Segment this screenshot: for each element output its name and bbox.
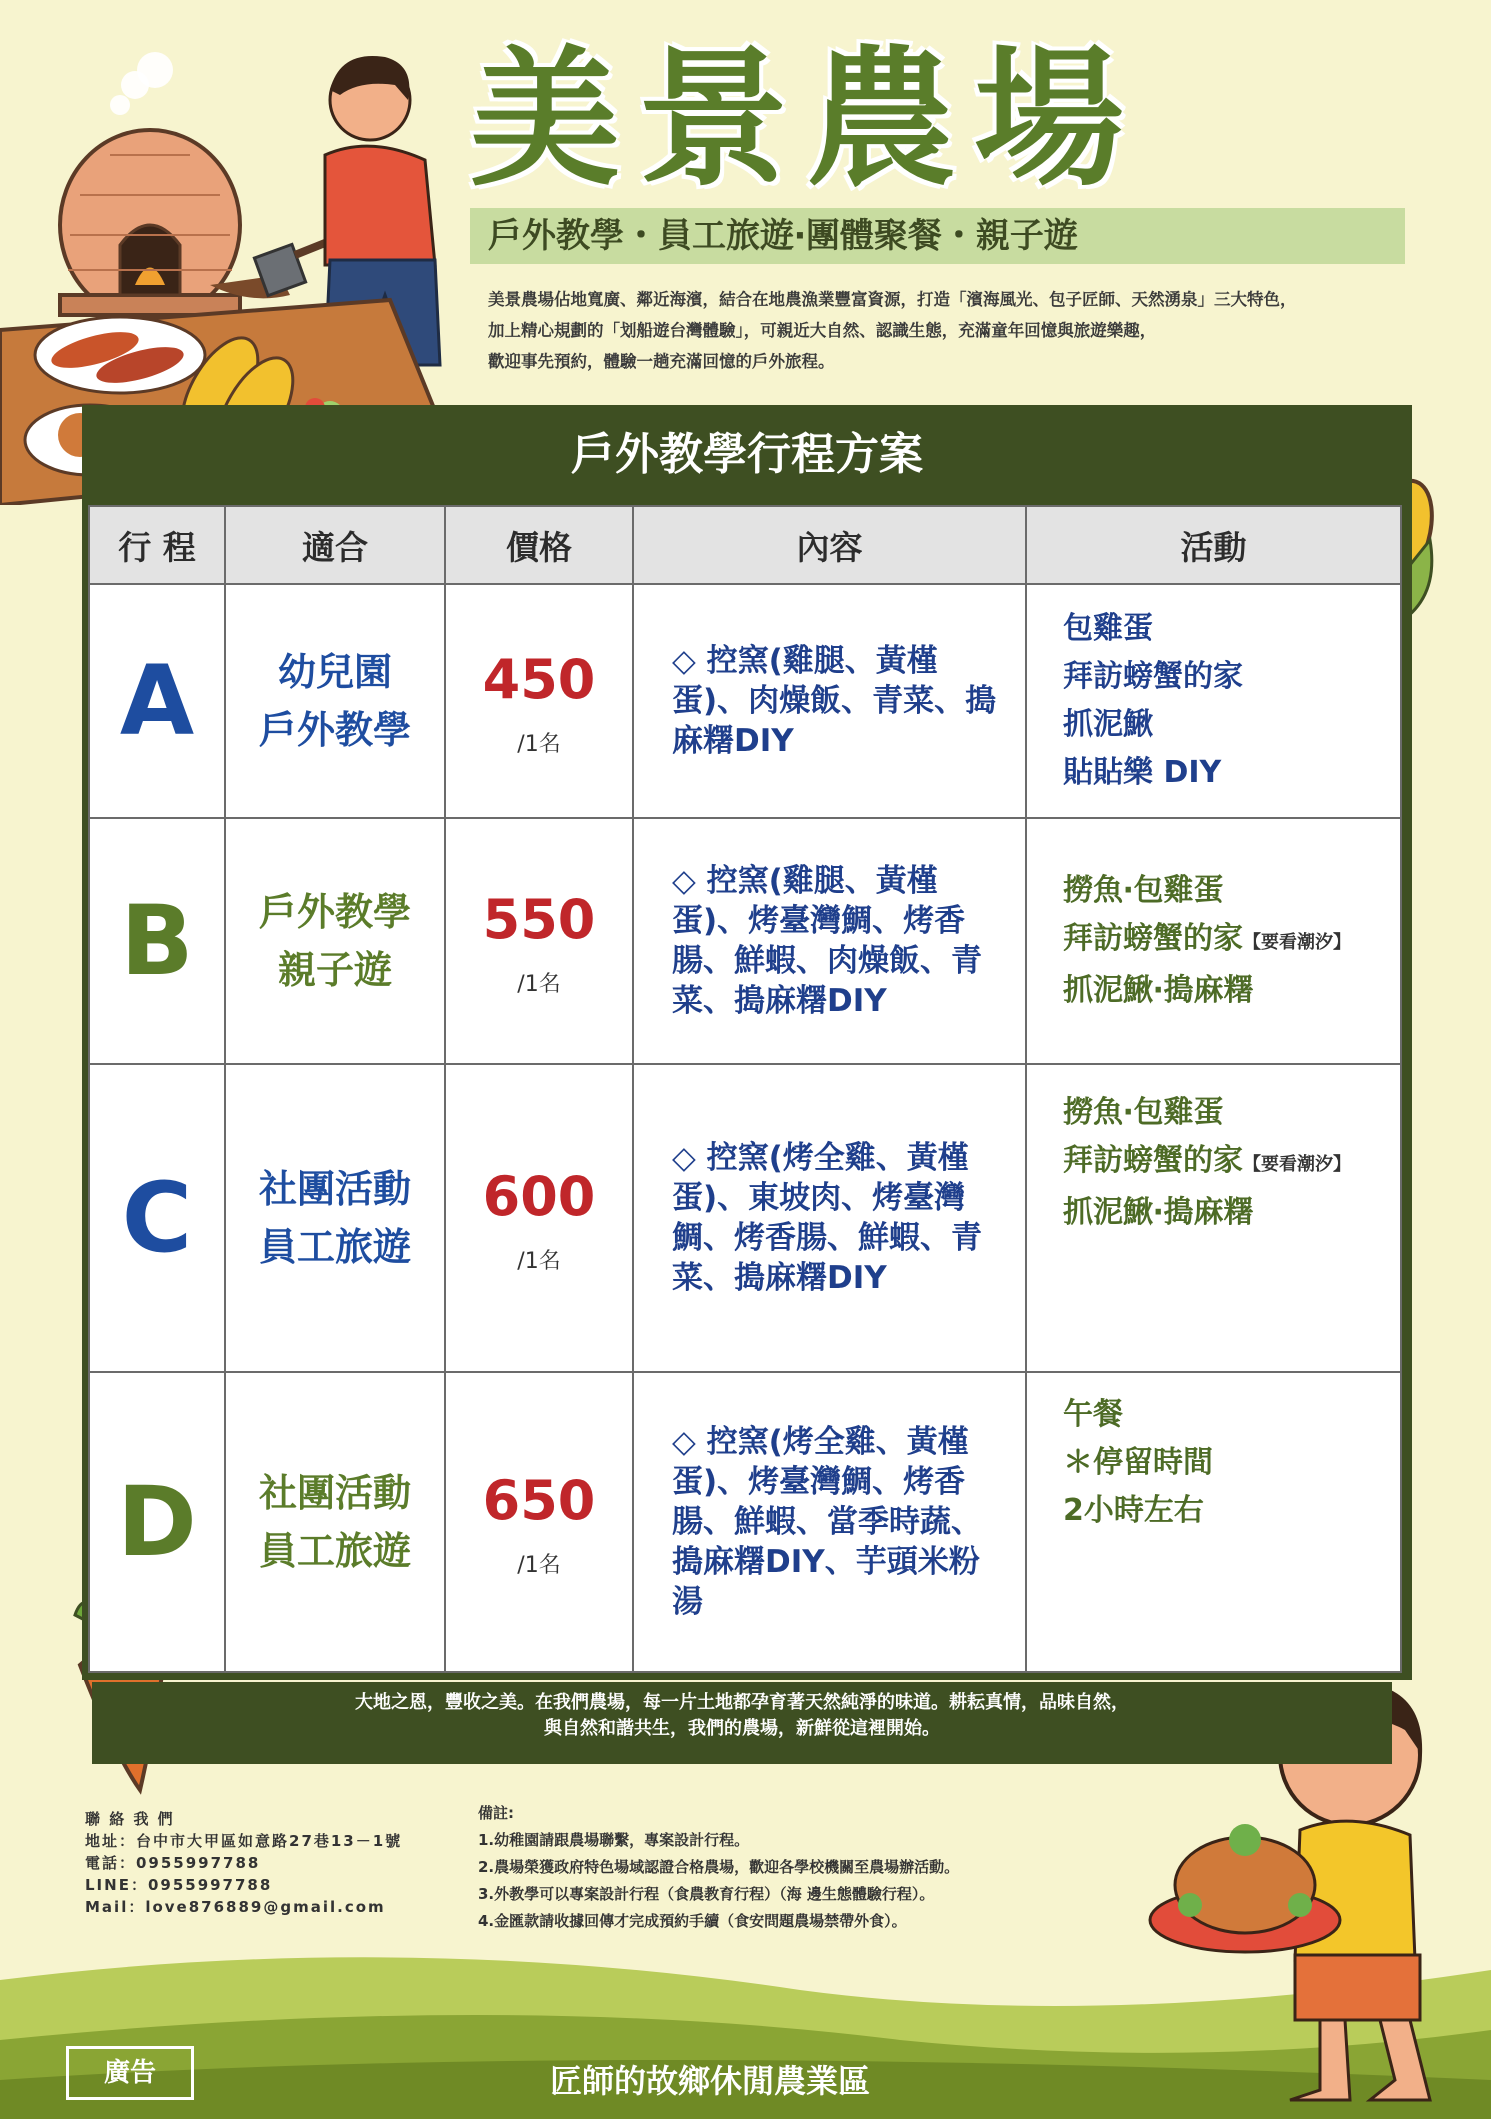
header-suitable: 適合 (225, 506, 445, 584)
table-row (89, 1064, 1401, 1372)
activity-item: 午餐 (1063, 1397, 1123, 1432)
suitable-line: 社團活動 (258, 1167, 411, 1211)
activity-item: 貼貼樂 DIY (1063, 755, 1222, 790)
contact-phone: 電話：0955997788 (85, 1854, 261, 1872)
slogan-text (92, 1690, 1392, 1742)
intro-line: 歡迎事先預約，體驗一趟充滿回憶的戶外旅程。 (488, 352, 835, 371)
suitable-line: 戶外教學 (258, 708, 411, 752)
slogan-line: 與自然和諧共生，我們的農場，新鮮從這裡開始。 (544, 1718, 940, 1739)
content-cell: ◇ 控窯(烤全雞、黃槿蛋)、東坡肉、烤臺灣鯛、烤香腸、鮮蝦、青菜、搗麻糬DIY (633, 1064, 1026, 1372)
price-value: 450 (482, 647, 596, 711)
activity-item: 包雞蛋 (1063, 611, 1153, 646)
contact-line: LINE：0955997788 (85, 1876, 273, 1894)
suitable-cell (225, 1064, 445, 1372)
price-unit: /1名 (517, 971, 561, 997)
schedule-table (88, 505, 1402, 1673)
activity-item: ＊停留時間 (1063, 1445, 1213, 1480)
suitable-line: 戶外教學 (258, 890, 411, 934)
contact-heading: 聯 絡 我 們 (85, 1810, 175, 1828)
intro-line: 美景農場佔地寬廣、鄰近海濱，結合在地農漁業豐富資源，打造「濱海風光、包子匠師、天然湧泉」三大特色， (488, 290, 1297, 309)
activity-item: 撈魚‧包雞蛋 (1063, 873, 1224, 908)
price-value: 600 (482, 1164, 596, 1228)
suitable-line: 幼兒園 (277, 650, 392, 694)
activities-cell (1026, 1064, 1401, 1372)
activity-item: 撈魚‧包雞蛋 (1063, 1095, 1224, 1130)
activities-cell (1026, 584, 1401, 818)
note-item: 1.幼稚園請跟農場聯繫，專案設計行程。 (478, 1831, 750, 1849)
suitable-line: 親子遊 (277, 948, 392, 992)
activity-item (1063, 915, 1400, 967)
price-cell (445, 1372, 633, 1672)
activity-text: 拜訪螃蟹的家 (1063, 921, 1243, 956)
footer-text: 匠師的故鄉休閒農業區 (550, 2062, 871, 2100)
contact-mail: Mail：love876889@gmail.com (85, 1898, 386, 1916)
header-content: 內容 (633, 506, 1026, 584)
suitable-cell (225, 818, 445, 1064)
header-activities: 活動 (1026, 506, 1401, 584)
content-cell: ◇ 控窯(雞腿、黃槿蛋)、烤臺灣鯛、烤香腸、鮮蝦、肉燥飯、青菜、搗麻糬DIY (633, 818, 1026, 1064)
activity-item: 抓泥鰍‧搗麻糬 (1063, 1195, 1254, 1230)
activity-item (1063, 1137, 1400, 1189)
table-row (89, 584, 1401, 818)
contact-address: 地址：台中市大甲區如意路27巷13－1號 (85, 1832, 403, 1850)
header-price: 價格 (445, 506, 633, 584)
plan-letter: C (89, 1064, 225, 1372)
suitable-line: 員工旅遊 (258, 1529, 411, 1573)
activity-item: 抓泥鰍 (1063, 707, 1153, 742)
header-plan: 行 程 (89, 506, 225, 584)
intro-text (488, 284, 1388, 377)
suitable-line: 員工旅遊 (258, 1225, 411, 1269)
notes-heading: 備註: (478, 1804, 514, 1822)
intro-line: 加上精心規劃的「划船遊台灣體驗」，可親近大自然、認識生態，充滿童年回憶與旅遊樂趣， (488, 321, 1157, 340)
suitable-cell (225, 1372, 445, 1672)
plan-letter: A (89, 584, 225, 818)
activity-text: 拜訪螃蟹的家 (1063, 1143, 1243, 1178)
suitable-line: 社團活動 (258, 1471, 411, 1515)
activity-item: 抓泥鰍‧搗麻糬 (1063, 973, 1254, 1008)
price-cell (445, 584, 633, 818)
page-title: 美景農場 (470, 33, 1143, 207)
activities-cell (1026, 1372, 1401, 1672)
activity-tag: 【要看潮汐】 (1243, 1154, 1351, 1175)
price-unit: /1名 (517, 1552, 561, 1578)
activity-tag: 【要看潮汐】 (1243, 932, 1351, 953)
note-item: 3.外教學可以專案設計行程（食農教育行程）（海 邊生態體驗行程）。 (478, 1885, 935, 1903)
ad-label: 廣告 (66, 2046, 194, 2100)
table-row (89, 1372, 1401, 1672)
plan-letter: D (89, 1372, 225, 1672)
price-cell (445, 818, 633, 1064)
activities-cell (1026, 818, 1401, 1064)
price-unit: /1名 (517, 731, 561, 757)
content-cell: ◇ 控窯(雞腿、黃槿蛋)、肉燥飯、青菜、搗麻糬DIY (633, 584, 1026, 818)
suitable-cell (225, 584, 445, 818)
activity-item: 2小時左右 (1063, 1493, 1204, 1528)
price-value: 650 (482, 1468, 596, 1532)
price-unit: /1名 (517, 1248, 561, 1274)
price-cell (445, 1064, 633, 1372)
content-cell: ◇ 控窯(烤全雞、黃槿蛋)、烤臺灣鯛、烤香腸、鮮蝦、當季時蔬、搗麻糬DIY、芋頭米粉湯 (633, 1372, 1026, 1672)
note-item: 2.農場榮獲政府特色場域認證合格農場，歡迎各學校機關至農場辦活動。 (478, 1858, 960, 1876)
plan-letter: B (89, 818, 225, 1064)
table-header-row (89, 506, 1401, 584)
table-row (89, 818, 1401, 1064)
notes-block (478, 1800, 959, 1935)
note-item: 4.金匯款請收據回傳才完成預約手續（食安問題農場禁帶外食）。 (478, 1912, 907, 1930)
price-value: 550 (482, 887, 596, 951)
table-title: 戶外教學行程方案 (571, 429, 923, 480)
contact-block (85, 1808, 402, 1918)
slogan-line: 大地之恩，豐收之美。在我們農場，每一片土地都孕育著天然純淨的味道。耕耘真情，品味自然， (355, 1692, 1129, 1713)
activity-item: 拜訪螃蟹的家 (1063, 659, 1243, 694)
page-subtitle: 戶外教學・員工旅遊‧團體聚餐・親子遊 (488, 216, 1078, 256)
